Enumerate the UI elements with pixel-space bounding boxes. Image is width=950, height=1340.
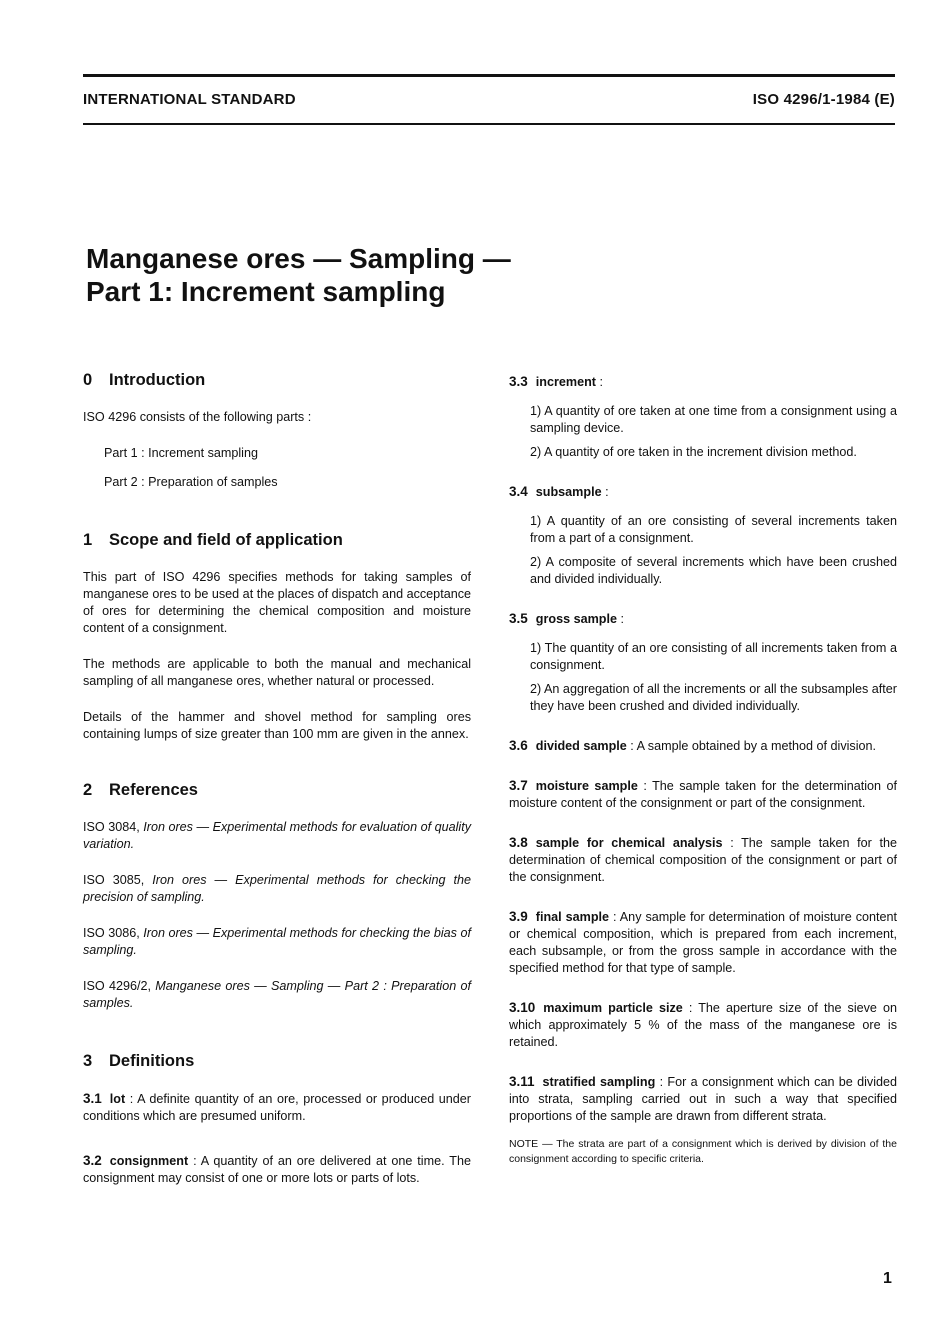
definition-number: 3.9 [509, 909, 528, 924]
left-column [83, 370, 471, 1187]
definition-3-8 [509, 834, 897, 886]
section-heading-references [83, 780, 471, 800]
section-heading-introduction [83, 370, 471, 390]
definition-number: 3.3 [509, 374, 528, 389]
section-title: Definitions [109, 1052, 195, 1070]
reference-title: Iron ores — Experimental methods for evaluation of quality variation. [83, 820, 472, 851]
header-left: INTERNATIONAL STANDARD [83, 91, 296, 108]
section-title: Introduction [109, 371, 206, 389]
definition-text: : [599, 375, 603, 389]
definition-3-4-item-1: 1) A quantity of an ore consisting of several increments taken from a part of a consignment. [530, 514, 897, 545]
section-number: 0 [83, 371, 93, 389]
section-title: Scope and field of application [109, 531, 343, 549]
top-rule [83, 74, 895, 77]
definition-term: moisture sample [535, 779, 638, 793]
definition-text: : For a consignment which can be divided into strata, sampling carried out in such a way that specified proportions of the sample are drawn from different strata. [509, 1075, 897, 1123]
definition-term: final sample [535, 910, 610, 924]
definition-text: : The sample taken for the determination of moisture content of the consignment or part of the consignment. [509, 779, 898, 810]
intro-part-1: Part 1 : Increment sampling [104, 446, 258, 460]
definition-term: increment [535, 375, 596, 389]
definition-3-5 [509, 610, 897, 628]
definition-term: maximum particle size [543, 1001, 683, 1015]
right-column [509, 373, 897, 1167]
reference-item [83, 819, 471, 853]
definition-3-3-item-1: 1) A quantity of ore taken at one time from a consignment using a sampling device. [530, 404, 897, 435]
reference-title: Iron ores — Experimental methods for checking the precision of sampling. [83, 873, 471, 904]
definition-3-5-item-1: 1) The quantity of an ore consisting of all increments taken from a consignment. [530, 641, 897, 672]
definition-text: : A quantity of an ore delivered at one time. The consignment may consist of one or more lots or parts of lots. [83, 1154, 471, 1185]
section-title: References [109, 781, 198, 799]
definition-number: 3.8 [509, 835, 528, 850]
section-number: 2 [83, 781, 93, 799]
scope-paragraph-2: The methods are applicable to both the manual and mechanical sampling of all manganese ores, whether natural or processed. [83, 657, 471, 688]
definition-text: : The aperture size of the sieve on which approximately 5 % of the mass of the manganese ore is retained. [509, 1001, 897, 1049]
definition-term: lot [109, 1092, 126, 1106]
title-line-1: Manganese ores — Sampling — [86, 243, 511, 274]
definition-term: stratified sampling [542, 1075, 656, 1089]
header-rule [83, 123, 895, 125]
intro-part-2: Part 2 : Preparation of samples [104, 475, 278, 489]
definition-3-5-item-2: 2) An aggregation of all the increments or all the subsamples after they have been crushed and divided individually. [530, 682, 897, 713]
scope-paragraph-3: Details of the hammer and shovel method for sampling ores containing lumps of size greater than 100 mm are given in the annex. [83, 710, 471, 741]
definition-text: : A definite quantity of an ore, processed or produced under conditions which are presumed uniform. [83, 1092, 471, 1123]
definition-text: : The sample taken for the determination of chemical composition of the consignment or part of the consignment. [509, 836, 898, 884]
section-heading-definitions [83, 1051, 471, 1071]
definition-3-1 [83, 1090, 471, 1125]
definition-text: : [620, 612, 624, 626]
definition-3-3 [509, 373, 897, 391]
page-number: 1 [883, 1270, 892, 1287]
definition-3-6 [509, 737, 897, 755]
reference-item [83, 978, 471, 1012]
section-number: 1 [83, 531, 93, 549]
header-right: ISO 4296/1-1984 (E) [752, 91, 895, 108]
definition-note: NOTE — The strata are part of a consignment which is derived by division of the consignment according to specific criteria. [509, 1138, 897, 1165]
definition-number: 3.11 [509, 1074, 535, 1089]
definition-text: : [605, 485, 609, 499]
definition-number: 3.2 [83, 1153, 102, 1168]
definition-term: divided sample [535, 739, 627, 753]
definition-number: 3.5 [509, 611, 528, 626]
definition-3-7 [509, 777, 897, 812]
definition-number: 3.4 [509, 484, 528, 499]
reference-number: ISO 4296/2, [83, 979, 151, 993]
definition-number: 3.7 [509, 778, 528, 793]
definition-number: 3.1 [83, 1091, 102, 1106]
reference-title: Iron ores — Experimental methods for checking the bias of sampling. [83, 926, 471, 957]
definition-3-11 [509, 1073, 897, 1125]
definition-term: sample for chemical analysis [535, 836, 723, 850]
definition-3-4-item-2: 2) A composite of several increments which have been crushed and divided individually. [530, 555, 897, 586]
definition-number: 3.10 [509, 1000, 536, 1015]
reference-item [83, 872, 471, 906]
title-line-2: Part 1: Increment sampling [86, 276, 446, 307]
definition-text: : Any sample for determination of moisture content or chemical composition, which is prepared from each increment, each subsample, or from the gross sample in accordance with the specified method for that type of sample. [509, 910, 897, 975]
section-heading-scope [83, 530, 471, 550]
reference-number: ISO 3085, [83, 873, 145, 887]
definition-term: consignment [109, 1154, 189, 1168]
document-title [86, 242, 511, 308]
reference-number: ISO 3084, [83, 820, 140, 834]
definition-term: subsample [535, 485, 602, 499]
definition-3-2 [83, 1152, 471, 1187]
reference-number: ISO 3086, [83, 926, 140, 940]
definition-term: gross sample [535, 612, 617, 626]
intro-text: ISO 4296 consists of the following parts : [83, 410, 312, 424]
definition-3-3-item-2: 2) A quantity of ore taken in the increment division method. [530, 445, 857, 459]
scope-paragraph-1: This part of ISO 4296 specifies methods for taking samples of manganese ores to be used at the places of dispatch and acceptance of ores for determining the chemical composition and moisture content of a consignment. [83, 570, 471, 635]
reference-title: Manganese ores — Sampling — Part 2 : Preparation of samples. [83, 979, 471, 1010]
reference-item [83, 925, 471, 959]
definition-3-10 [509, 999, 897, 1051]
definition-3-4 [509, 483, 897, 501]
definition-3-9 [509, 908, 897, 977]
section-number: 3 [83, 1052, 93, 1070]
definition-number: 3.6 [509, 738, 528, 753]
definition-text: : A sample obtained by a method of division. [630, 739, 877, 753]
